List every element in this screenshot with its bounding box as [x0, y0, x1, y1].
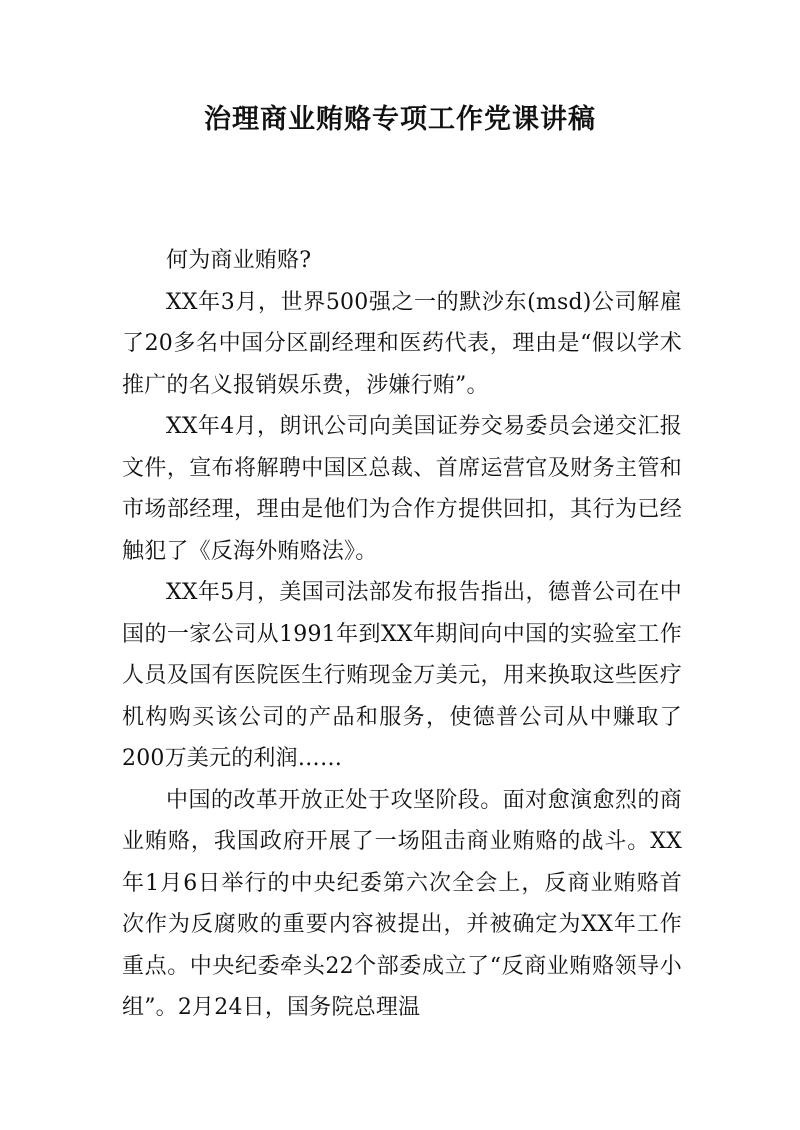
paragraph-msd-case: XX年3月，世界500强之一的默沙东(msd)公司解雇了20多名中国分区副经理和医药代表，理由是“假以学术推广的名义报销娱乐费，涉嫌行贿”。 [122, 289, 682, 398]
paragraph-lucent-case: XX年4月，朗讯公司向美国证券交易委员会递交汇报文件，宣布将解聘中国区总裁、首席运营官及财务主管和市场部经理，理由是他们为合作方提供回扣，其行为已经触犯了《反海外贿赂法》。 [122, 414, 682, 564]
document-title: 治理商业贿赂专项工作党课讲稿 [204, 104, 596, 135]
document-body [122, 240, 682, 1029]
paragraph-dpc-case: XX年5月，美国司法部发布报告指出，德普公司在中国的一家公司从1991年到XX年期间向中国的实验室工作人员及国有医院医生行贿现金万美元，用来换取这些医疗机构购买该公司的产品和服务，使德普公司从中赚取了200万美元的利润…… [122, 580, 682, 771]
paragraph-china-reform: 中国的改革开放正处于攻坚阶段。面对愈演愈烈的商业贿赂，我国政府开展了一场阻击商业贿赂的战斗。XX年1月6日举行的中央纪委第六次全会上，反商业贿赂首次作为反腐败的重要内容被提出，并被确定为XX年工作重点。中央纪委牵头22个部委成立了“反商业贿赂领导小组”。2月24日，国务院总理温 [122, 787, 682, 1020]
paragraph-question: 何为商业贿赂? [166, 248, 312, 273]
